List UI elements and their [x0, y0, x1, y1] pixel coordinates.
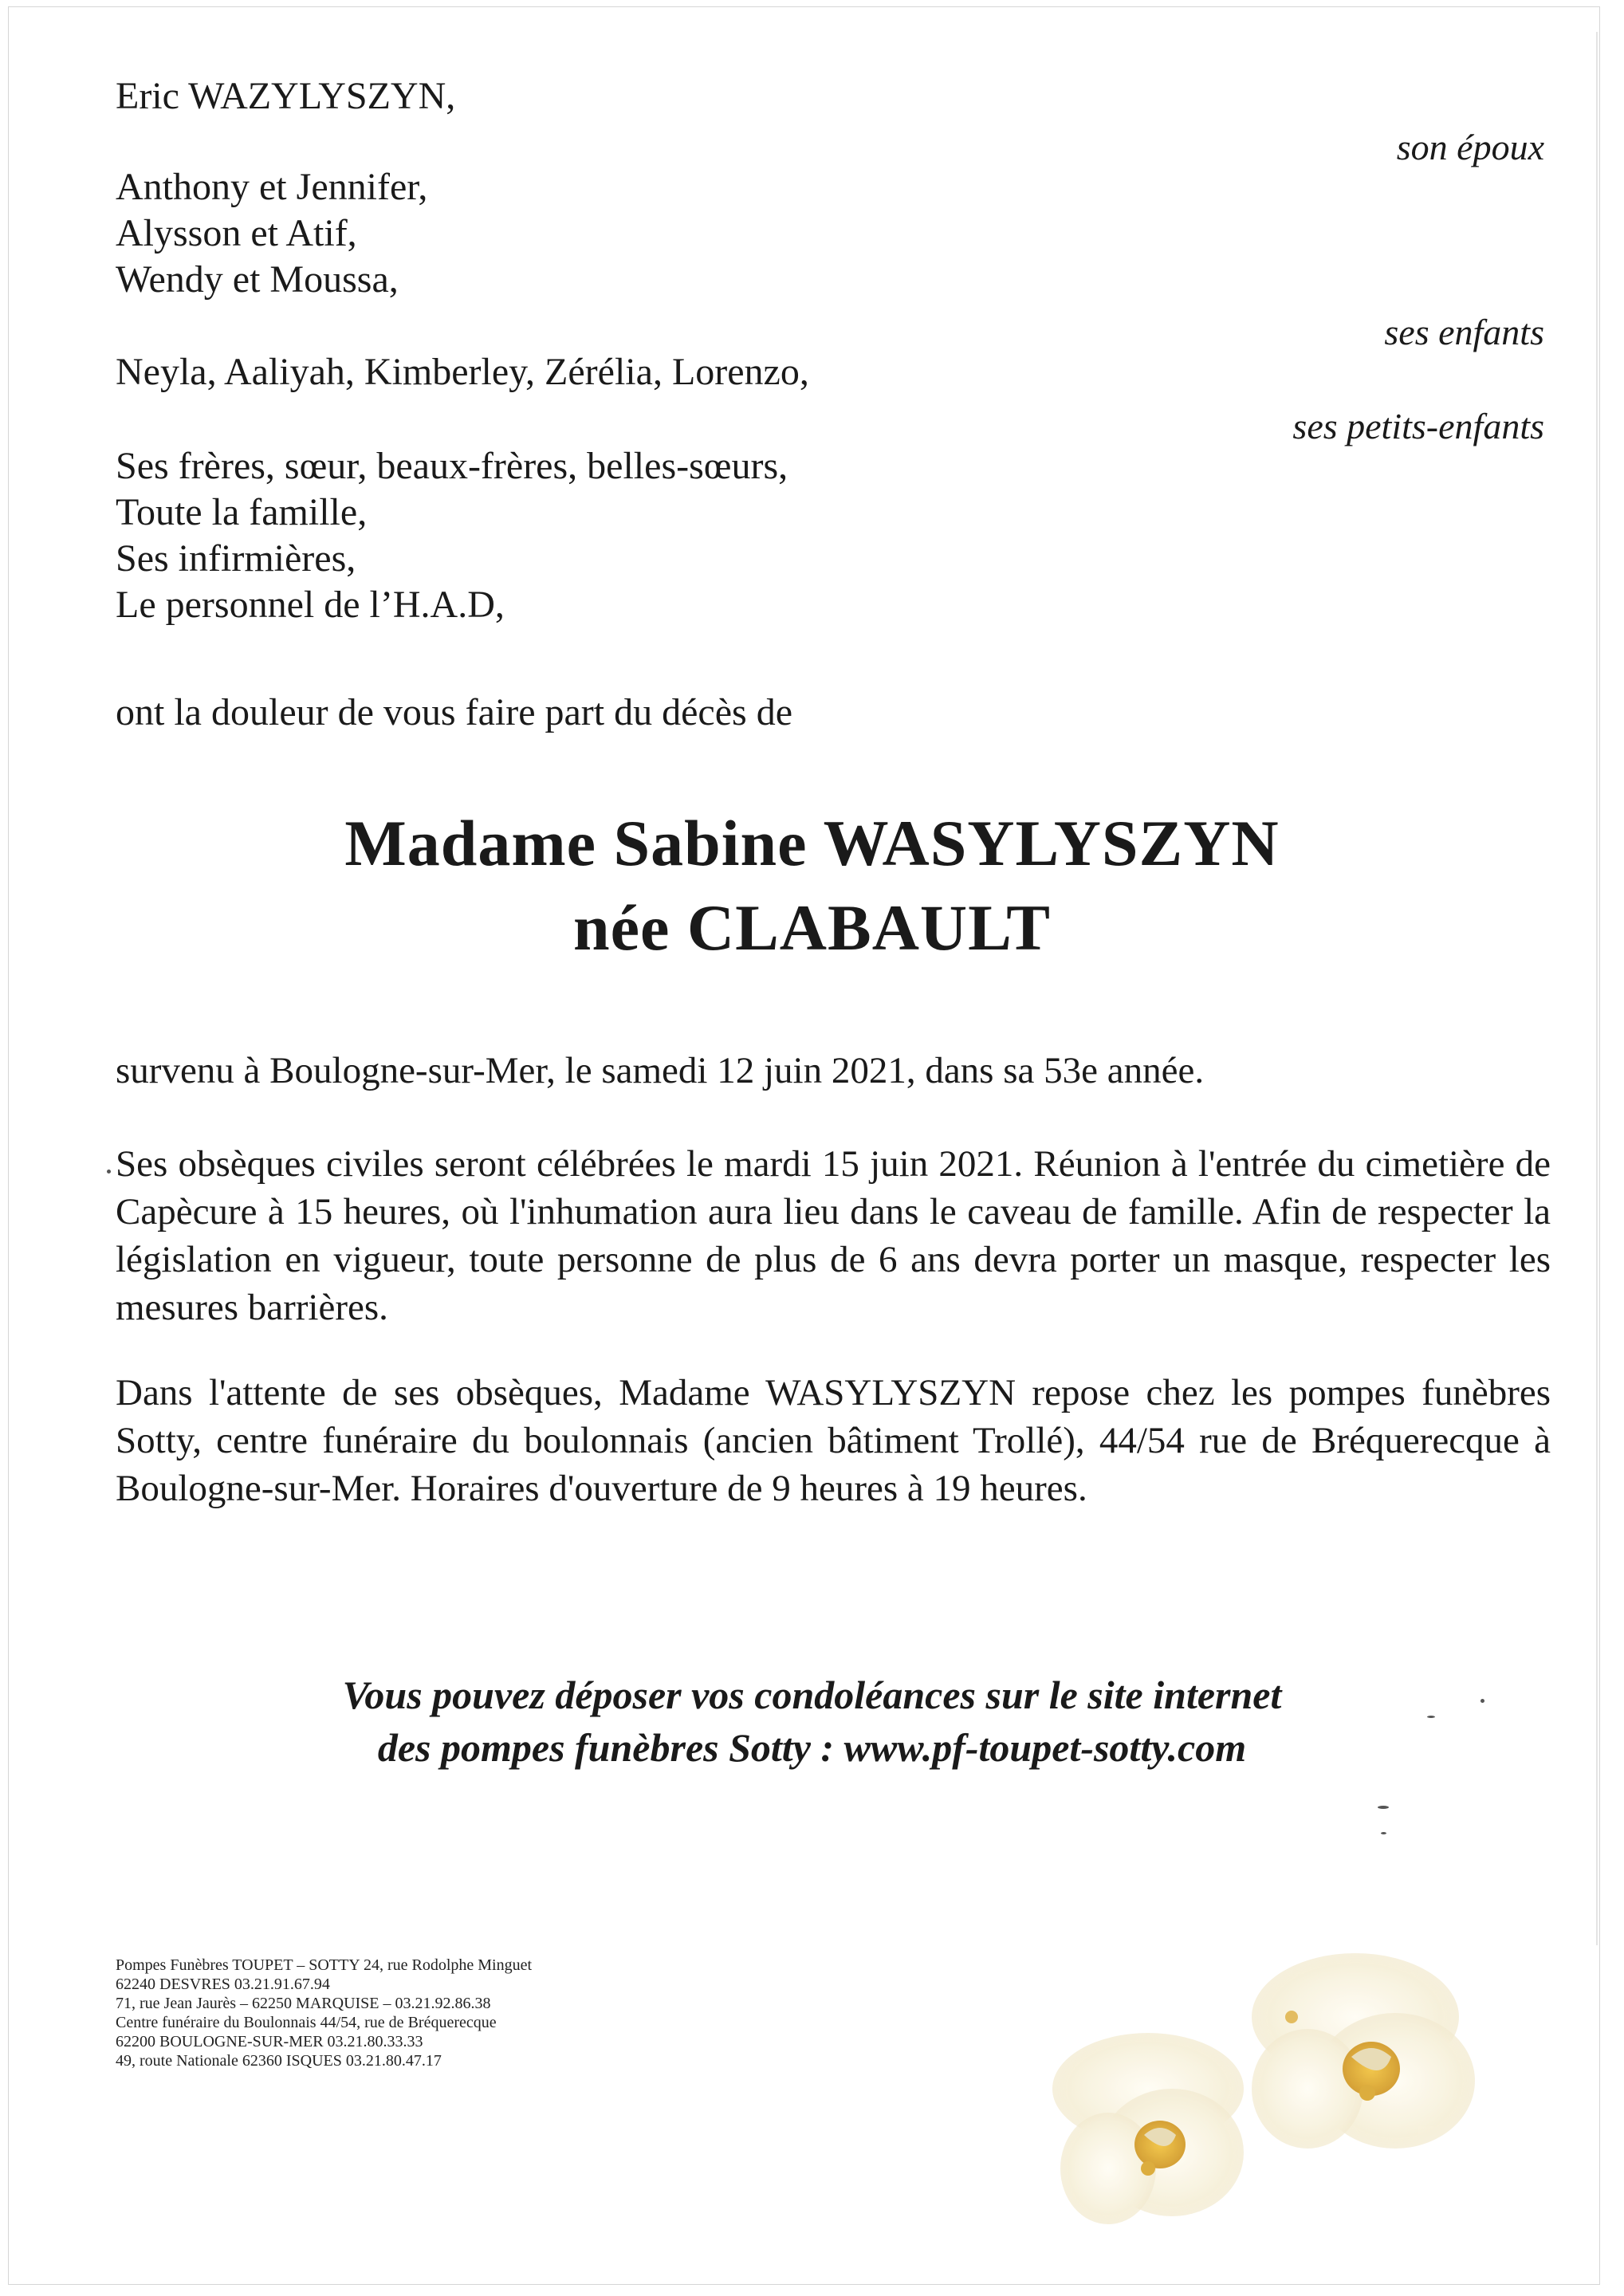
relation-spouse: son époux [1396, 127, 1544, 167]
deceased-name: Madame Sabine WASYLYSZYN [344, 807, 1280, 879]
relatives-line: Ses frères, sœur, beaux-frères, belles-sœurs, [116, 445, 788, 487]
orchid-flowers-image [1052, 1929, 1499, 2248]
condolences-website-line[interactable]: des pompes funèbres Sotty : www.pf-toupet-sotty.com [377, 1725, 1247, 1770]
viewing-paragraph: Dans l'attente de ses obsèques, Madame WASYLYSZYN repose chez les pompes funèbres Sotty, centre funéraire du boulonnais (ancien bâtiment Trollé), 44/54 rue de Bréquerecque à Boulogne-sur-Mer. Horaires d'ouverture de 9 heures à 19 heures. [116, 1372, 1551, 1509]
orchid-left [1052, 2033, 1244, 2224]
scan-speck [1378, 1806, 1389, 1809]
scan-speck [1427, 1716, 1435, 1718]
address-line: Centre funéraire du Boulonnais 44/54, rue de Bréquerecque [116, 2014, 497, 2031]
address-line: Pompes Funèbres TOUPET – SOTTY 24, rue Rodolphe Minguet [116, 1956, 533, 1974]
child-couple: Anthony et Jennifer, [116, 166, 428, 208]
address-line: 62240 DESVRES 03.21.91.67.94 [116, 1976, 330, 1993]
announcement-text: ont la douleur de vous faire part du décès de [116, 691, 793, 733]
grandchildren-names: Neyla, Aaliyah, Kimberley, Zérélia, Lorenzo, [116, 351, 809, 393]
relation-grandchildren: ses petits-enfants [1292, 406, 1544, 446]
scan-speck [1381, 1832, 1386, 1834]
deceased-maiden-name: née CLABAULT [572, 891, 1051, 964]
scan-speck [107, 1170, 111, 1174]
funeral-home-address [116, 1956, 532, 2070]
address-line: 49, route Nationale 62360 ISQUES 03.21.80.47.17 [116, 2052, 442, 2070]
family-list [116, 73, 809, 628]
address-line: 62200 BOULOGNE-SUR-MER 03.21.80.33.33 [116, 2033, 423, 2050]
relatives-line: Le personnel de l’H.A.D, [116, 584, 505, 626]
funeral-paragraph: Ses obsèques civiles seront célébrées le mardi 15 juin 2021. Réunion à l'entrée du cimetière de Capècure à 15 heures, où l'inhumation aura lieu dans le caveau de famille. Afin de respecter la législation en vigueur, toute personne de plus de 6 ans devra porter un masque, respecter les mesures barrières. [116, 1143, 1551, 1328]
scan-speck [1480, 1699, 1484, 1703]
deceased-block [0, 801, 1624, 970]
death-info: survenu à Boulogne-sur-Mer, le samedi 12 juin 2021, dans sa 53e année. [116, 1050, 1205, 1091]
condolences-line: Vous pouvez déposer vos condoléances sur le site internet [342, 1673, 1282, 1717]
child-couple: Alysson et Atif, [116, 212, 357, 254]
condolences-block [0, 1669, 1624, 1774]
address-line: 71, rue Jean Jaurès – 62250 MARQUISE – 03.21.92.86.38 [116, 1995, 491, 2012]
spouse-name: Eric WAZYLYSZYN, [116, 75, 456, 117]
relatives-line: Toute la famille, [116, 491, 368, 533]
relatives-line: Ses infirmières, [116, 537, 356, 580]
orchid-right [1252, 1953, 1475, 2149]
scan-edge-mark [1596, 32, 1598, 1945]
child-couple: Wendy et Moussa, [116, 258, 399, 301]
relation-children: ses enfants [1384, 312, 1544, 352]
